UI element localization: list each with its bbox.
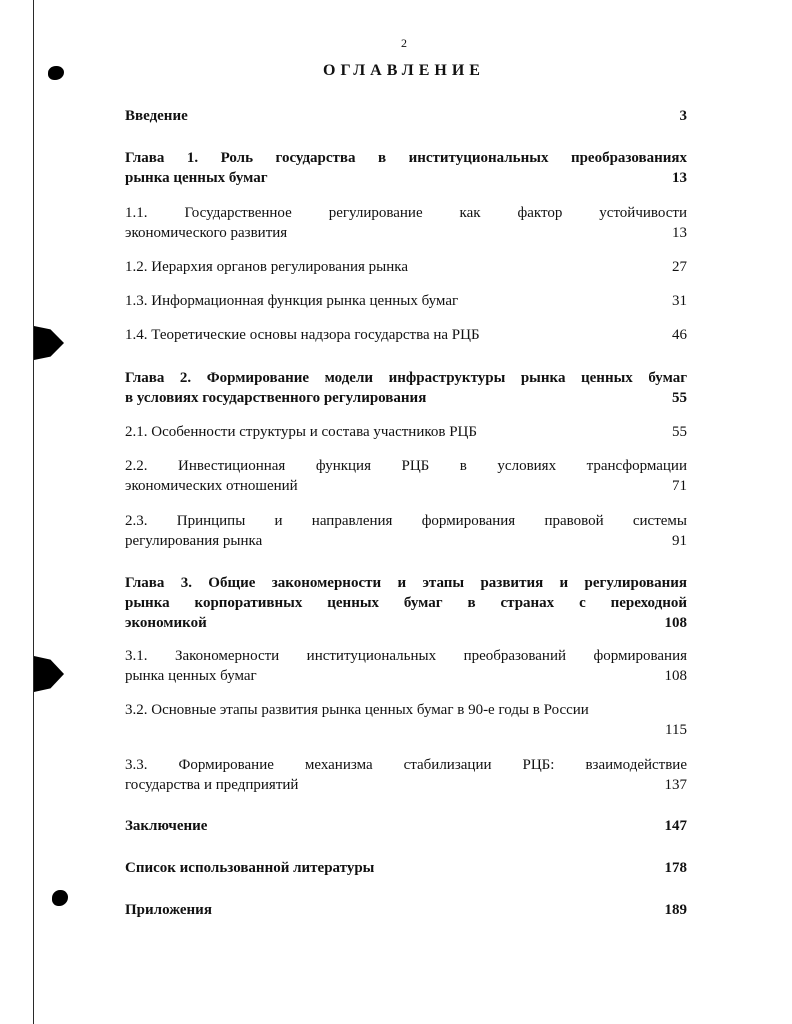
toc-entry-title-cont: экономического развития bbox=[125, 225, 288, 241]
toc-entry-page: 13 bbox=[672, 225, 687, 241]
toc-entry-chapter-3[interactable] bbox=[125, 573, 687, 633]
toc-entry-page: 147 bbox=[664, 818, 687, 834]
toc-entry-3-2[interactable] bbox=[125, 700, 687, 740]
toc-entry-title-cont: экономикой bbox=[125, 615, 207, 631]
toc-entry-title: 3.2. Основные этапы развития рынка ценных бумаг в 90-е годы в России bbox=[125, 702, 589, 718]
toc-entry-page: 46 bbox=[672, 327, 687, 343]
toc-entry-title: 2.1. Особенности структуры и состава участников РЦБ bbox=[125, 424, 477, 440]
page-number: 2 bbox=[401, 36, 407, 50]
toc-entry-title: Глава 1. Роль государства в институциональных преобразованиях bbox=[125, 150, 687, 166]
toc-entry-title: 1.4. Теоретические основы надзора государства на РЦБ bbox=[125, 327, 480, 343]
toc-entry-page: 115 bbox=[665, 722, 687, 738]
toc-entry-page: 178 bbox=[664, 860, 687, 876]
toc-entry-page: 108 bbox=[664, 668, 687, 684]
toc-entry-title: Введение bbox=[125, 108, 188, 124]
toc-entry-title: 1.2. Иерархия органов регулирования рынка bbox=[125, 259, 408, 275]
toc-entry-title-cont: экономических отношений bbox=[125, 478, 298, 494]
toc-entry-2-2[interactable] bbox=[125, 456, 687, 496]
toc-entry-title: 2.2. Инвестиционная функция РЦБ в условиях трансформации bbox=[125, 458, 687, 474]
toc-entry-page: 3 bbox=[679, 108, 687, 124]
toc-entry-conclusion[interactable] bbox=[125, 816, 687, 836]
toc-entry-page: 27 bbox=[672, 259, 687, 275]
toc-entry-title-cont: регулирования рынка bbox=[125, 533, 263, 549]
toc-entry-page: 137 bbox=[664, 777, 687, 793]
toc-entry-3-3[interactable] bbox=[125, 755, 687, 795]
toc-entry-2-3[interactable] bbox=[125, 511, 687, 551]
toc-entry-title-cont: рынка корпоративных ценных бумаг в странах с переходной bbox=[125, 595, 687, 611]
toc-entry-title: 1.3. Информационная функция рынка ценных бумаг bbox=[125, 293, 459, 309]
scan-ink-blot bbox=[34, 326, 64, 360]
toc-entry-title-cont: в условиях государственного регулирования bbox=[125, 390, 427, 406]
toc-entry-chapter-1[interactable] bbox=[125, 148, 687, 188]
toc-entry-page: 108 bbox=[664, 615, 687, 631]
toc-entry-page: 91 bbox=[672, 533, 687, 549]
toc-entry-title: 3.1. Закономерности институциональных преобразований формирования bbox=[125, 648, 687, 664]
toc-entry-1-1[interactable] bbox=[125, 203, 687, 243]
toc-entry-title: 3.3. Формирование механизма стабилизации РЦБ: взаимодействие bbox=[125, 757, 687, 773]
toc-entry-title-cont: государства и предприятий bbox=[125, 777, 299, 793]
toc-entry-title: 2.3. Принципы и направления формирования правовой системы bbox=[125, 513, 687, 529]
toc-entry-2-1[interactable] bbox=[125, 422, 687, 442]
toc-entry-3-1[interactable] bbox=[125, 646, 687, 686]
toc-entry-title-cont: рынка ценных бумаг bbox=[125, 170, 268, 186]
toc-entry-title: Глава 3. Общие закономерности и этапы развития и регулирования bbox=[125, 575, 687, 591]
toc-entry-1-4[interactable] bbox=[125, 325, 687, 345]
scan-ink-blot bbox=[52, 890, 68, 906]
toc-entry-page: 189 bbox=[664, 902, 687, 918]
toc-entry-appendices[interactable] bbox=[125, 900, 687, 920]
toc-entry-bibliography[interactable] bbox=[125, 858, 687, 878]
toc-entry-title: Заключение bbox=[125, 818, 208, 834]
toc-entry-page: 55 bbox=[672, 390, 687, 406]
toc-entry-1-3[interactable] bbox=[125, 291, 687, 311]
toc-entry-page: 55 bbox=[672, 424, 687, 440]
toc-entry-introduction[interactable] bbox=[125, 106, 687, 126]
toc-entry-page: 71 bbox=[672, 478, 687, 494]
scan-margin-line bbox=[33, 0, 34, 1024]
toc-entry-title: Глава 2. Формирование модели инфраструктуры рынка ценных бумаг bbox=[125, 370, 687, 386]
toc-entry-title: Список использованной литературы bbox=[125, 860, 375, 876]
toc-entry-title: 1.1. Государственное регулирование как фактор устойчивости bbox=[125, 205, 687, 221]
toc-entry-page: 13 bbox=[672, 170, 687, 186]
toc-entry-title-cont: рынка ценных бумаг bbox=[125, 668, 257, 684]
toc-entry-title: Приложения bbox=[125, 902, 212, 918]
toc-entry-1-2[interactable] bbox=[125, 257, 687, 277]
toc-entry-chapter-2[interactable] bbox=[125, 368, 687, 408]
page-title: ОГЛАВЛЕНИЕ bbox=[323, 62, 485, 79]
toc-entry-page: 31 bbox=[672, 293, 687, 309]
scan-ink-blot bbox=[34, 656, 64, 692]
